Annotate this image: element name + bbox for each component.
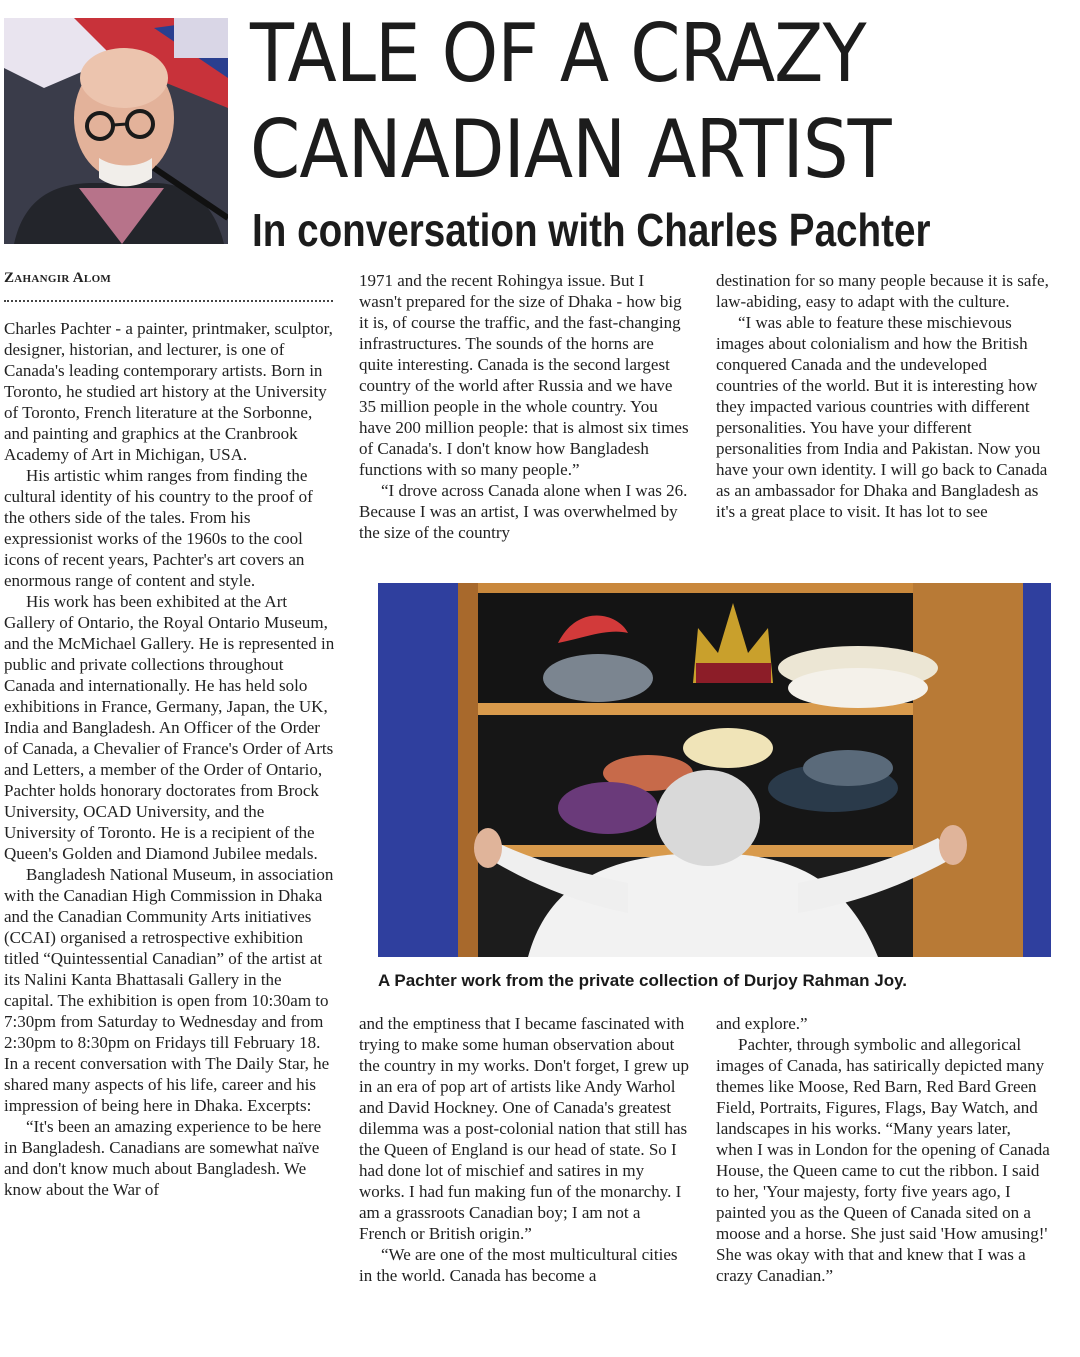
paragraph: His artistic whim ranges from finding the cultural identity of his country to the proof of the others side of the tales. From his expressionist works of the 1960s to the cool icons of recent years, Pachter's art covers an enormous range of content and style. bbox=[4, 466, 313, 590]
headline: TALE OF A CRAZY CANADIAN ARTIST bbox=[250, 7, 891, 196]
photo-caption: A Pachter work from the private collection of Durjoy Rahman Joy. bbox=[378, 971, 908, 990]
artist-portrait-photo bbox=[4, 18, 228, 244]
paragraph: and the emptiness that I became fascinated with trying to make some human observation about the country in my works. Don't forget, I grew up in an era of pop art of artists like Andy Warhol and David Hockney. One of Canada's greatest dilemma was a post-colonial nation that still has the Queen of England is our head of state. So I had done lot of mischief and satires in my works. I had fun making fun of the monarchy. I am a grassroots Canadian boy; I am not a French or British origin.” bbox=[359, 1014, 689, 1243]
paragraph: “It's been an amazing experience to be here in Bangladesh. Canadians are somewhat naïve and don't know much about Bangladesh. We know about the War of bbox=[4, 1117, 322, 1199]
paragraph: destination for so many people because it is safe, law-abiding, easy to adapt with the culture. bbox=[716, 271, 1049, 311]
article-column-left bbox=[4, 318, 335, 1200]
paragraph: Bangladesh National Museum, in association with the Canadian High Commission in Dhaka and the Canadian Community Arts initiatives (CCAI) organised a retrospective exhibition titled “Quintessential Canadian” of the artist at its Nalini Kanta Bhattasali Gallery in the capital. The exhibition is open from 10:30am to 7:30pm from Saturday to Wednesday and from 2:30pm to 8:30pm on Fridays till February 18. In a recent conversation with The Daily Star, he shared many aspects of his life, career and his impression of being here in Dhaka. Excerpts: bbox=[4, 865, 334, 1115]
article-column-right-top bbox=[716, 270, 1050, 522]
paragraph: “I drove across Canada alone when I was 26. Because I was an artist, I was overwhelmed by the size of the country bbox=[359, 481, 688, 542]
byline: Zahangir Alom bbox=[4, 270, 112, 286]
article-column-middle-bottom bbox=[359, 1013, 691, 1286]
article-column-right-bottom bbox=[716, 1013, 1050, 1286]
artwork-photo bbox=[378, 583, 1051, 957]
paragraph: Pachter, through symbolic and allegorical images of Canada, has satirically depicted many themes like Moose, Red Barn, Red Bard Green Field, Portraits, Figures, Flags, Bay Watch, and landscapes in his works. “Many years later, when I was in London for the opening of Canada House, the Queen came to cut the ribbon. I said to her, 'Your majesty, forty five years ago, I painted you as the Queen of Canada sited on a moose and a horse. She just said 'How amusing!' She was okay with that and knew that I was a crazy Canadian.” bbox=[716, 1035, 1050, 1285]
paragraph: and explore.” bbox=[716, 1014, 808, 1033]
paragraph: “I was able to feature these mischievous images about colonialism and how the British conquered Canada and the undeveloped countries of the world. But it is interesting how they impacted various countries with different personalities. You have your different personalities from India and Pakistan. Now you have your own identity. I will go back to Canada as an ambassador for Dhaka and Bangladesh as it's a great place to visit. It has lot to see bbox=[716, 313, 1048, 521]
subheadline: In conversation with Charles Pachter bbox=[252, 204, 931, 256]
article-column-middle-top bbox=[359, 270, 691, 543]
paragraph: His work has been exhibited at the Art Gallery of Ontario, the Royal Ontario Museum, and the McMichael Gallery. He is represented in public and private collections throughout Canada and internationally. He has held solo exhibitions in France, Germany, Japan, the UK, India and Bangladesh. An Officer of the Order of Canada, a Chevalier of France's Order of Arts and Letters, a member of the Order of Ontario, Pachter holds honorary doctorates from Brock University, OCAD University, and the University of Toronto. He is a recipient of the Queen's Golden and Diamond Jubilee medals. bbox=[4, 592, 335, 863]
paragraph: 1971 and the recent Rohingya issue. But I wasn't prepared for the size of Dhaka - how big it is, of course the traffic, and the fast-changing infrastructures. The sounds of the horns are quite interesting. Canada is the second largest country of the world after Russia and we have 35 million people in the whole country. You have 200 million people: that is almost six times of Canada's. I don't know how Bangladesh functions with so many people.” bbox=[359, 271, 689, 479]
paragraph: Charles Pachter - a painter, printmaker, sculptor, designer, historian, and lecturer, is one of Canada's leading contemporary artists. Born in Toronto, he studied art history at the University of Toronto, French literature at the Sorbonne, and painting and graphics at the Cranbrook Academy of Art in Michigan, USA. bbox=[4, 319, 333, 464]
byline-divider bbox=[4, 300, 333, 302]
paragraph: “We are one of the most multicultural cities in the world. Canada has become a bbox=[359, 1245, 678, 1285]
